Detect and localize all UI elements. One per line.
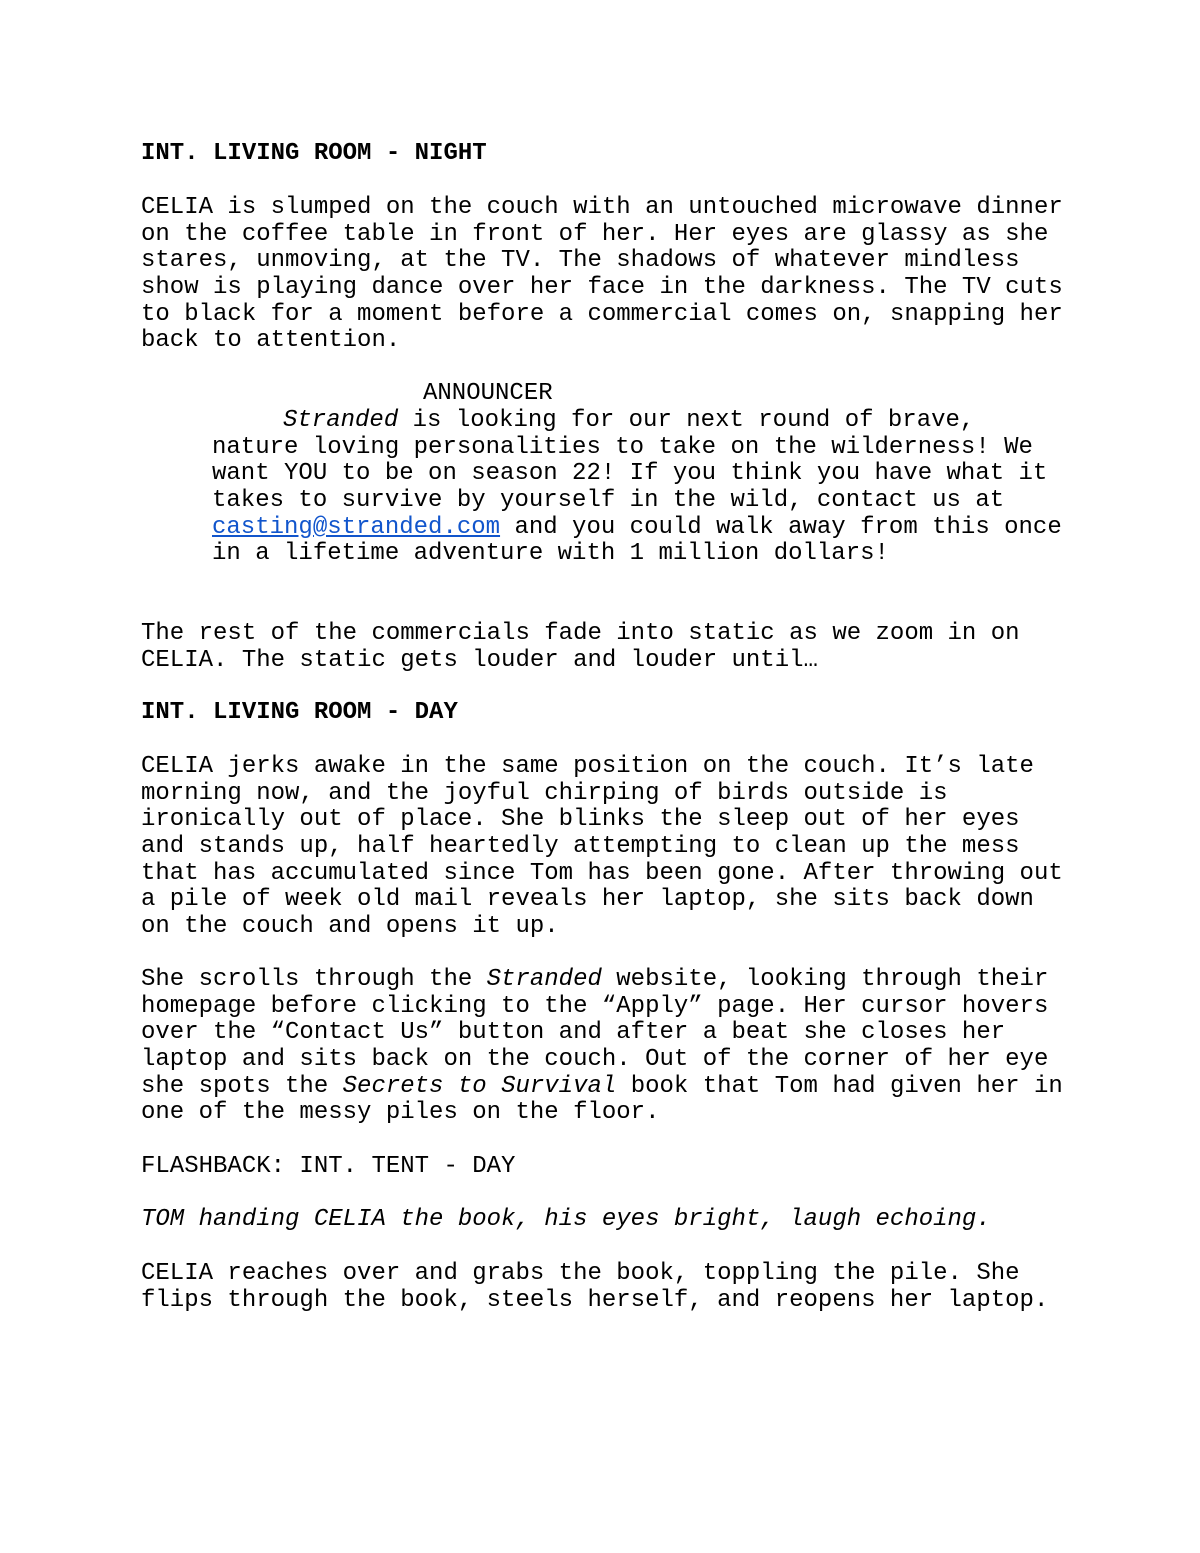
flashback-action: TOM handing CELIA the book, his eyes bright, laugh echoing. xyxy=(141,1206,991,1233)
casting-email-link[interactable]: casting@stranded.com xyxy=(212,513,501,541)
dialogue-line xyxy=(212,515,1112,542)
dialogue-text: is looking for our next round of brave, xyxy=(398,407,975,434)
action-line: over the “Contact Us” button and after a beat she closes her xyxy=(141,1019,1006,1047)
action-line: homepage before clicking to the “Apply” page. Her cursor hovers xyxy=(141,992,1049,1020)
show-title-italic: Stranded xyxy=(283,407,399,434)
action-line: to black for a moment before a commercial comes on, snapping her xyxy=(141,300,1063,328)
action-line: laptop and sits back on the couch. Out of the corner of her eye xyxy=(141,1046,1049,1074)
action-line: show is playing dance over her face in the darkness. The TV cuts xyxy=(141,274,1063,302)
scene-heading-night: INT. LIVING ROOM - NIGHT xyxy=(141,140,487,167)
action-text: website, looking through their xyxy=(601,966,1049,993)
book-title-italic: Secrets to Survival xyxy=(342,1072,617,1100)
action-line: back to attention. xyxy=(141,327,401,355)
action-line: CELIA is slumped on the couch with an untouched microwave dinner xyxy=(141,194,1063,221)
action-text: she spots the xyxy=(141,1072,343,1100)
dialogue-line: in a lifetime adventure with 1 million dollars! xyxy=(212,540,889,568)
action-paragraph-transition xyxy=(141,621,1101,674)
action-paragraph-3 xyxy=(141,967,1101,1127)
announcer-dialogue xyxy=(212,408,1112,568)
action-line: a pile of week old mail reveals her laptop, she sits back down xyxy=(141,886,1034,914)
scene-heading-day: INT. LIVING ROOM - DAY xyxy=(141,699,458,726)
action-line: one of the messy piles on the floor. xyxy=(141,1099,660,1127)
action-line: ironically out of place. She blinks the sleep out of her eyes xyxy=(141,806,1020,834)
action-line: stares, unmoving, at the TV. The shadows of whatever mindless xyxy=(141,247,1020,275)
action-line: The rest of the commercials fade into static as we zoom in on xyxy=(141,620,1020,647)
action-line: and stands up, half heartedly attempting to clean up the mess xyxy=(141,833,1020,861)
character-cue-announcer: ANNOUNCER xyxy=(423,380,553,407)
action-line: CELIA. The static gets louder and louder until… xyxy=(141,646,818,674)
action-paragraph-closing xyxy=(141,1261,1101,1314)
dialogue-line: nature loving personalities to take on the wilderness! We xyxy=(212,433,1033,461)
dialogue-line: takes to survive by yourself in the wild, contact us at xyxy=(212,487,1005,515)
show-title-italic: Stranded xyxy=(486,966,602,993)
action-line: CELIA jerks awake in the same position on the couch. It’s late xyxy=(141,753,1034,780)
dialogue-line: want YOU to be on season 22! If you think you have what it xyxy=(212,460,1048,488)
action-line: that has accumulated since Tom has been gone. After throwing out xyxy=(141,859,1063,887)
action-paragraph-1 xyxy=(141,195,1101,355)
action-line: on the coffee table in front of her. Her eyes are glassy as she xyxy=(141,220,1049,248)
action-line xyxy=(141,967,1101,994)
action-text: book that Tom had given her in xyxy=(616,1072,1063,1100)
action-line xyxy=(141,1074,1101,1101)
action-paragraph-2 xyxy=(141,754,1101,941)
action-line: CELIA reaches over and grabs the book, toppling the pile. She xyxy=(141,1260,1020,1287)
scene-heading-flashback: FLASHBACK: INT. TENT - DAY xyxy=(141,1153,516,1180)
action-line: on the couch and opens it up. xyxy=(141,913,559,941)
action-text: She scrolls through the xyxy=(141,966,487,993)
action-line: morning now, and the joyful chirping of birds outside is xyxy=(141,779,948,807)
action-line: flips through the book, steels herself, and reopens her laptop. xyxy=(141,1286,1049,1314)
dialogue-line xyxy=(212,408,1112,435)
dialogue-text: and you could walk away from this once xyxy=(500,513,1062,541)
